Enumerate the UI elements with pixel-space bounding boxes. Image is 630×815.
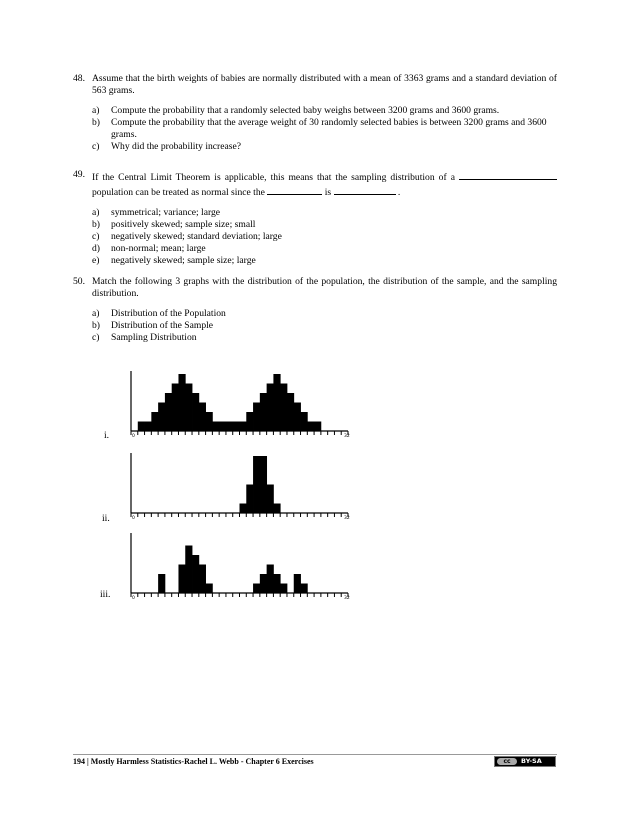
option-letter: a) <box>92 105 100 116</box>
histogram-bar <box>151 412 158 431</box>
histogram-bar <box>206 584 213 594</box>
histogram-bar <box>240 504 247 514</box>
question-text-part: . <box>397 187 401 198</box>
footer-rule <box>73 754 557 755</box>
option-letter: c) <box>92 231 100 242</box>
option-text: Compute the probability that the average weight of 30 randomly selected babies is between 3200 grams and 3600 grams. <box>111 117 547 140</box>
option-letter: c) <box>92 332 100 343</box>
question-text <box>92 169 557 199</box>
option-text: negatively skewed; sample size; large <box>111 255 256 266</box>
histogram-bar <box>287 393 294 431</box>
graph-label: ii. <box>102 513 110 524</box>
histogram-bar <box>246 485 253 514</box>
histogram-bar <box>185 546 192 594</box>
option-item <box>92 255 557 267</box>
histogram-bar <box>158 574 165 593</box>
histogram-bar <box>240 422 247 432</box>
option-item <box>92 105 557 117</box>
graph-label: iii. <box>100 589 111 600</box>
option-list <box>92 105 557 153</box>
histogram-bar <box>314 422 321 432</box>
histogram-bar <box>178 565 185 594</box>
option-text: symmetrical; variance; large <box>111 207 221 218</box>
question-text: Assume that the birth weights of babies are normally distributed with a mean of 3363 grams and a standard deviation of 563 grams. <box>92 73 557 96</box>
histogram-chart <box>100 368 370 444</box>
histogram-bar <box>260 574 267 593</box>
histogram-bar <box>253 456 260 513</box>
option-item <box>92 141 557 153</box>
question-48 <box>73 73 557 153</box>
cc-icon: cc <box>497 758 517 765</box>
x-tick-label: 32 <box>344 434 350 439</box>
option-item <box>92 320 557 332</box>
question-text-part: If the Central Limit Theorem is applicable, this means that the sampling distribution of a <box>92 172 455 183</box>
graph-ii <box>100 450 370 526</box>
option-list <box>92 207 557 267</box>
histogram-bar <box>253 584 260 594</box>
histogram-bar <box>267 485 274 514</box>
histogram-bar <box>273 374 280 431</box>
option-text: positively skewed; sample size; small <box>111 219 256 230</box>
option-letter: c) <box>92 141 100 152</box>
histogram-bar <box>212 422 219 432</box>
question-49 <box>73 169 557 267</box>
option-list <box>92 308 557 344</box>
option-text: non-normal; mean; large <box>111 243 206 254</box>
histogram-bar <box>178 374 185 431</box>
option-item <box>92 117 557 141</box>
x-tick-label: 0 <box>132 434 135 439</box>
question-50 <box>73 276 557 344</box>
histogram-bar <box>260 393 267 431</box>
histogram-bar <box>301 412 308 431</box>
option-item <box>92 219 557 231</box>
histogram-chart <box>100 450 370 526</box>
histogram-bar <box>273 504 280 514</box>
x-tick-label: 0 <box>132 516 135 521</box>
option-letter: d) <box>92 243 100 254</box>
option-letter: a) <box>92 308 100 319</box>
question-text: Match the following 3 graphs with the distribution of the population, the distribution of the sample, and the sampling distribution. <box>92 276 557 299</box>
option-text: Distribution of the Sample <box>111 320 214 331</box>
histogram-bar <box>267 565 274 594</box>
histogram-bar <box>138 422 145 432</box>
option-letter: b) <box>92 219 100 230</box>
x-tick-label: 32 <box>344 596 350 601</box>
question-text-part: is <box>324 187 332 198</box>
histogram-bar <box>280 584 287 594</box>
histogram-bar <box>165 393 172 431</box>
question-number: 48. <box>73 73 85 84</box>
histogram-bar <box>307 422 314 432</box>
option-item <box>92 243 557 255</box>
histogram-bar <box>294 574 301 593</box>
answer-blank <box>334 184 396 195</box>
histogram-bar <box>192 555 199 593</box>
histogram-bar <box>145 422 152 432</box>
option-item <box>92 332 557 344</box>
question-number: 49. <box>73 169 85 180</box>
graph-iii <box>100 530 370 606</box>
histogram-bar <box>260 456 267 513</box>
histogram-bar <box>253 403 260 432</box>
graph-i <box>100 368 370 444</box>
answer-blank <box>459 169 557 180</box>
histogram-chart <box>100 530 370 606</box>
option-text: Why did the probability increase? <box>111 141 242 152</box>
histogram-bar <box>294 403 301 432</box>
histogram-bar <box>273 574 280 593</box>
cc-license-badge[interactable] <box>494 756 556 767</box>
histogram-bar <box>301 584 308 594</box>
x-tick-label: 0 <box>132 596 135 601</box>
option-item <box>92 231 557 243</box>
option-letter: b) <box>92 117 100 128</box>
option-item <box>92 308 557 320</box>
histogram-bar <box>192 393 199 431</box>
option-text: negatively skewed; standard deviation; large <box>111 231 282 242</box>
option-letter: b) <box>92 320 100 331</box>
histogram-bar <box>199 565 206 594</box>
histogram-bar <box>172 384 179 432</box>
option-text: Sampling Distribution <box>111 332 197 343</box>
answer-blank <box>267 184 322 195</box>
histogram-bar <box>233 422 240 432</box>
histogram-bar <box>280 384 287 432</box>
license-label: BY-SA <box>521 757 542 765</box>
x-tick-label: 32 <box>344 516 350 521</box>
histogram-bar <box>199 403 206 432</box>
option-text: Distribution of the Population <box>111 308 226 319</box>
graph-label: i. <box>104 430 110 441</box>
histogram-bar <box>219 422 226 432</box>
option-letter: a) <box>92 207 100 218</box>
option-text: Compute the probability that a randomly selected baby weighs between 3200 grams and 3600 grams. <box>111 105 500 116</box>
histogram-bar <box>206 412 213 431</box>
histogram-bar <box>267 384 274 432</box>
question-text-part: population can be treated as normal since the <box>92 187 265 198</box>
option-letter: e) <box>92 255 100 266</box>
histogram-bar <box>185 384 192 432</box>
histogram-bar <box>246 412 253 431</box>
question-number: 50. <box>73 276 85 287</box>
histogram-bar <box>158 403 165 432</box>
footer-text: 194 | Mostly Harmless Statistics-Rachel L. Webb - Chapter 6 Exercises <box>73 757 314 766</box>
option-item <box>92 207 557 219</box>
histogram-bar <box>226 422 233 432</box>
